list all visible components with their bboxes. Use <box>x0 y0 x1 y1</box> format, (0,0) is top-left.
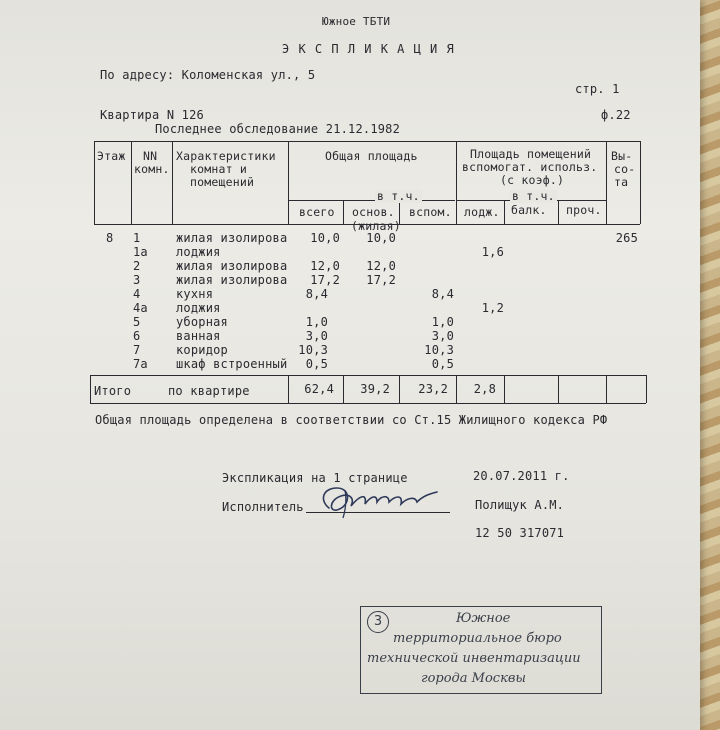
row-all: 12,0 <box>310 259 340 273</box>
col-aux: вспом. <box>409 205 452 219</box>
total-all: 62,4 <box>304 382 334 396</box>
row-nn: 1а <box>133 245 148 259</box>
row-loggia: 1,2 <box>481 301 504 315</box>
row-all: 8,4 <box>305 287 328 301</box>
page-number: стр. 1 <box>575 82 620 96</box>
col-char-2: комнат и <box>190 162 247 176</box>
row-all: 3,0 <box>305 329 328 343</box>
row-nn: 6 <box>133 329 141 343</box>
col-other: проч. <box>566 203 602 217</box>
executor-label: Исполнитель <box>222 500 304 514</box>
document-number: 12 50 317071 <box>475 526 565 540</box>
stamp-line-4: города Москвы <box>421 671 527 686</box>
org-name: Южное ТБТИ <box>322 15 391 28</box>
row-all: 0,5 <box>305 357 328 371</box>
row-name: кухня <box>176 287 214 301</box>
total-aux: 23,2 <box>418 382 448 396</box>
col-total-area: Общая площадь <box>325 149 418 163</box>
row-aux: 3,0 <box>431 329 454 343</box>
issue-date: 20.07.2011 г. <box>473 469 570 483</box>
total-main: 39,2 <box>360 382 390 396</box>
total-label-2: по квартире <box>168 384 250 398</box>
row-name: коридор <box>176 343 228 357</box>
total-label: Итого <box>94 384 132 398</box>
stamp-line-1: Южное <box>456 611 511 626</box>
col-all: всего <box>299 205 335 219</box>
row-name: уборная <box>176 315 228 329</box>
row-all: 17,2 <box>310 273 340 287</box>
row-main: 12,0 <box>366 259 396 273</box>
col-loggia: лодж. <box>464 205 500 219</box>
row-aux: 10,3 <box>424 343 454 357</box>
col-aux-area-1: Площадь помещений <box>470 147 592 161</box>
pages-count: Экспликация на 1 странице <box>222 471 408 485</box>
stamp-number: 3 <box>367 611 389 633</box>
row-name: жилая изолирова <box>176 273 288 287</box>
col-nn-sub: комн. <box>134 162 170 176</box>
row-all: 10,0 <box>310 231 340 245</box>
address: По адресу: Коломенская ул., 5 <box>100 68 316 82</box>
col-floor: Этаж <box>97 149 126 163</box>
row-name: жилая изолирова <box>176 231 288 245</box>
last-survey: Последнее обследование 21.12.1982 <box>155 122 401 136</box>
row-name: лоджия <box>176 301 221 315</box>
row-aux: 0,5 <box>431 357 454 371</box>
row-nn: 2 <box>133 259 141 273</box>
signature <box>315 478 445 522</box>
apartment-number: Квартира N 126 <box>100 108 204 122</box>
document-title: Э К С П Л И К А Ц И Я <box>282 42 455 56</box>
row-all: 10,3 <box>298 343 328 357</box>
col-aux-area-3: (с коэф.) <box>500 173 565 187</box>
row-nn: 3 <box>133 273 141 287</box>
row-nn: 4а <box>133 301 148 315</box>
row-nn: 1 <box>133 231 141 245</box>
row-height: 265 <box>615 231 638 245</box>
total-loggia: 2,8 <box>473 382 496 396</box>
col-char-1: Характеристики <box>176 149 276 163</box>
row-nn: 4 <box>133 287 141 301</box>
col-main: основ. <box>352 205 395 219</box>
col-char-3: помещений <box>190 175 255 189</box>
stamp-line-2: территориальное бюро <box>393 631 562 646</box>
form-code: ф.22 <box>601 108 631 122</box>
col-in-total-1: в т.ч. <box>377 189 420 203</box>
col-nn: NN <box>143 149 158 163</box>
col-height-1: Вы- <box>611 149 633 163</box>
row-name: лоджия <box>176 245 221 259</box>
row-aux: 1,0 <box>431 315 454 329</box>
col-aux-area-2: вспомогат. использ. <box>462 160 598 174</box>
col-balcony: балк. <box>511 203 547 217</box>
row-nn: 7а <box>133 357 148 371</box>
col-height-3: та <box>614 175 629 189</box>
row-all: 1,0 <box>305 315 328 329</box>
row-main: 10,0 <box>366 231 396 245</box>
row-nn: 7 <box>133 343 141 357</box>
row-aux: 8,4 <box>431 287 454 301</box>
executor-name: Полищук А.М. <box>475 498 565 512</box>
col-height-2: со- <box>614 162 636 176</box>
row-name: шкаф встроенный <box>176 357 288 371</box>
row-nn: 5 <box>133 315 141 329</box>
row-name: ванная <box>176 329 221 343</box>
row-floor: 8 <box>106 231 114 245</box>
row-name: жилая изолирова <box>176 259 288 273</box>
stamp-line-3: технической инвентаризации <box>367 651 581 666</box>
bti-stamp <box>360 606 602 694</box>
row-loggia: 1,6 <box>481 245 504 259</box>
row-main: 17,2 <box>366 273 396 287</box>
col-main-sub: (жилая) <box>351 219 401 233</box>
col-in-total-2: в т.ч. <box>512 189 555 203</box>
area-note: Общая площадь определена в соответствии со Ст.15 Жилищного кодекса РФ <box>95 413 608 427</box>
